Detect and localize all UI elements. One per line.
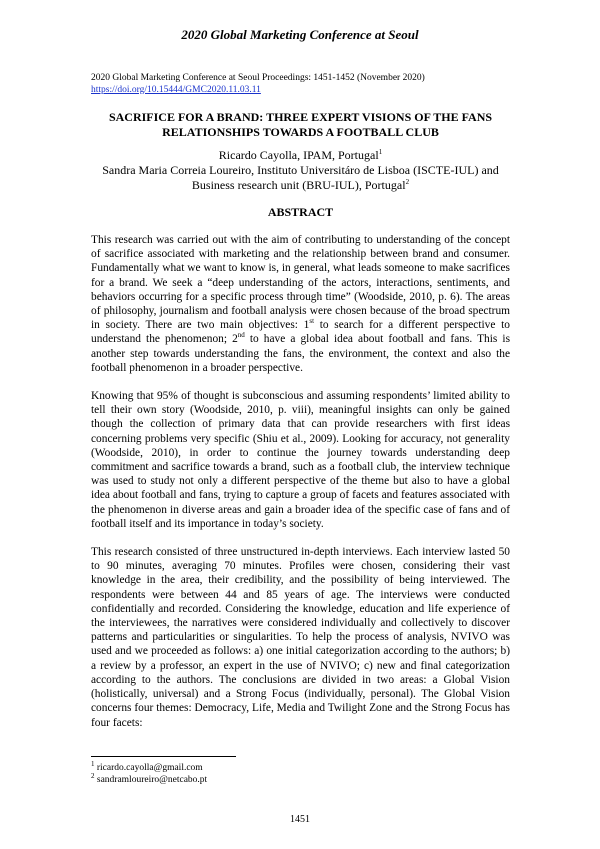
footnote-1-mark: 1 bbox=[91, 759, 95, 768]
author-2-text: Business research unit (BRU-IUL), Portugal bbox=[191, 178, 406, 192]
author-block bbox=[91, 148, 510, 193]
author-2-line-2 bbox=[91, 178, 510, 193]
abstract-paragraph-3: This research consisted of three unstructured in-depth interviews. Each interview lasted 50 to 90 minutes, averaging 70 minutes. Profiles were chosen, considering their vast knowledge in the area, their credibility, and the possibility of being interviewed. The respondents were between 44 and 85 years of age. The interviews were conducted confidentially and recorded. Considering the knowledge, education and life experience of the interviewees, the narratives were considered individually and collectively to discover patterns and particularities or singularities. To help the process of analysis, NVIVO was used and we proceeded as follows: a) one initial categorization according to the authors; b) a review by a professor, an expert in the use of NVIVO; c) new and final categorization according to the authors. The conclusions are divided in two areas: a Global Vision (holistically, universal) and a Strong Focus (individually, personal). The Global Vision concerns four themes: Democracy, Life, Media and Twilight Zone and the Strong Focus has four facets: bbox=[91, 546, 510, 729]
running-head: 2020 Global Marketing Conference at Seoul bbox=[181, 27, 419, 42]
title-line-1: SACRIFICE FOR A BRAND: THREE EXPERT VISIONS OF THE FANS bbox=[108, 110, 493, 124]
footnote-2-email[interactable]: sandramloureiro@netcabo.pt bbox=[94, 775, 208, 785]
p1-text-b: to search for a different perspective to understand the phenomenon; 2 bbox=[91, 319, 511, 346]
title-line-2: RELATIONSHIPS TOWARDS A FOOTBALL CLUB bbox=[162, 125, 439, 139]
page-number: 1451 bbox=[290, 814, 310, 825]
author-2-line-1: Sandra Maria Correia Loureiro, Instituto Universitáro de Lisboa (ISCTE-IUL) and bbox=[102, 163, 499, 177]
footnote-1-email[interactable]: ricardo.cayolla@gmail.com bbox=[94, 763, 203, 773]
proceedings-citation: 2020 Global Marketing Conference at Seoul Proceedings: 1451-1452 (November 2020) bbox=[91, 73, 425, 83]
author-1-text: Ricardo Cayolla, IPAM, Portugal bbox=[218, 148, 379, 162]
p1-sup-1: st bbox=[309, 317, 315, 326]
abstract-heading: ABSTRACT bbox=[267, 205, 334, 219]
proceedings-info bbox=[91, 72, 521, 96]
author-1-footnote-mark: 1 bbox=[378, 148, 383, 156]
abstract-paragraph-2: Knowing that 95% of thought is subconscious and assuming respondents’ limited ability to tell their own story (Woodside, 2010, p. viii), meaningful insights can only be gained though the collection of primary data that can provide researchers with first ideas concerning problems very specific (Shiu et al., 2009). Looking for accuracy, not generality (Woodside, 2010), in order to continue the journey towards understanding deep commitment and sacrifice towards a brand, such as a football club, the interview technique was used to study not only a different perspective of the theme but also to have a global idea about football and fans, trying to capture a group of facets and features associated with the phenomenon in diverse areas and gain a broader idea of the specific case of fans and of football itself and its importance in today’s society. bbox=[91, 390, 510, 530]
abstract-body bbox=[91, 233, 510, 744]
paper-title bbox=[91, 110, 510, 140]
footnote-divider bbox=[91, 756, 236, 757]
doi-link[interactable]: https://doi.org/10.15444/GMC2020.11.03.11 bbox=[91, 85, 261, 95]
footnote-2 bbox=[91, 771, 510, 786]
footnotes bbox=[91, 759, 510, 786]
abstract-paragraph-1 bbox=[91, 233, 510, 375]
author-1 bbox=[91, 148, 510, 163]
p1-sup-2: nd bbox=[237, 331, 245, 340]
author-2-footnote-mark: 2 bbox=[405, 178, 410, 186]
footnote-1 bbox=[91, 759, 510, 774]
p1-text-a: This research was carried out with the aim of contributing to understanding of the concept of sacrifice associated with marketing and the relationship between brand and consumer. Fundamentally what we want to know is, in general, what leads someone to make sacrifices for a brand. We seek a “deep understanding of the actors, interactions, sentiments, and behaviors occurring for a specific process through time” (Woodside, 2010, p. 6). The areas of philosophy, journalism and football analysis were chosen because of the broad spectrum in society. There are two main objectives: 1 bbox=[91, 234, 510, 332]
p1-text-c: to have a global idea about football and fans. This is another step towards understanding the fans, the environment, the context and also the football phenomenon in a broader perspective. bbox=[91, 333, 510, 374]
footnote-2-mark: 2 bbox=[91, 771, 95, 780]
